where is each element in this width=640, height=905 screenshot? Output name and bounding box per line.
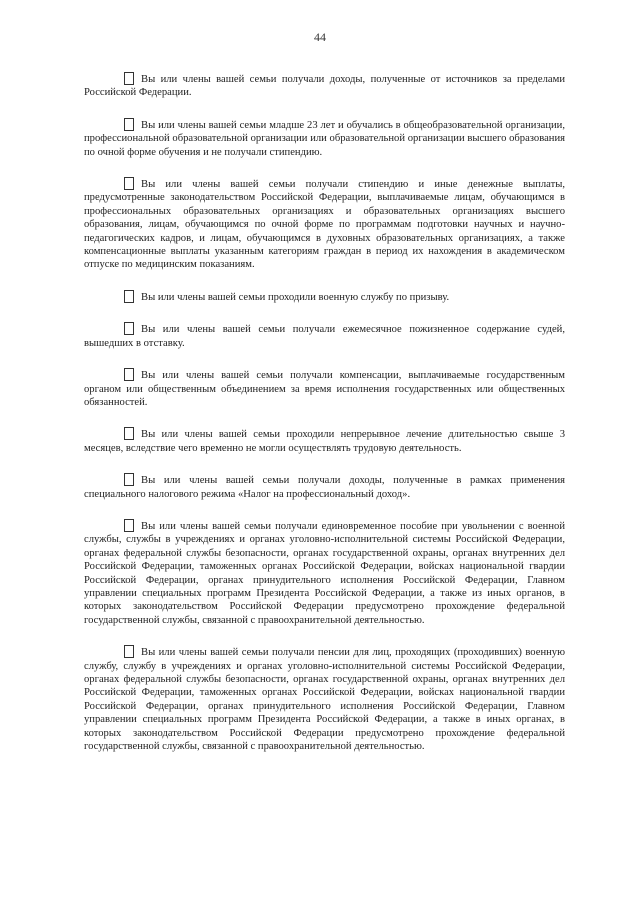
question-foreign-income bbox=[84, 72, 565, 100]
question-self-employed-income bbox=[84, 473, 565, 501]
checkbox[interactable] bbox=[124, 519, 134, 532]
question-judge-allowance bbox=[84, 322, 565, 350]
question-text: Вы или члены вашей семьи проходили военную службу по призыву. bbox=[141, 291, 450, 303]
checkbox[interactable] bbox=[124, 322, 134, 335]
question-text: Вы или члены вашей семьи получали доходы, полученные в рамках применения специального налогового режима «Налог на профессиональный доход». bbox=[84, 475, 565, 500]
checkbox[interactable] bbox=[124, 72, 134, 85]
question-text: Вы или члены вашей семьи получали пенсии для лиц, проходящих (проходивших) военную службу, службу в учреждениях и органах уголовно-исполнительной системы Российской Федерации, органах федеральной службы безопасности, органах государственной охраны, органах внутренних дел Российской Федерации, таможенных органах Российской Федерации, войсках национальной гвардии Российской Федерации, органах принудительного исполнения Российской Федерации, Главном управлении специальных программ Президента Российской Федерации, а также в иных органах, в которых законодательством Российской Федерации предусмотрено прохождение федеральной государственной службы, связанной с правоохранительной деятельностью. bbox=[84, 647, 565, 753]
question-text: Вы или члены вашей семьи младше 23 лет и обучались в общеобразовательной организации, профессиональной образовательной организации или образовательной организации высшего образования по очной форме обучения и не получали стипендию. bbox=[84, 119, 565, 158]
question-text: Вы или члены вашей семьи получали стипендию и иные денежные выплаты, предусмотренные законодательством Российской Федерации, выплачиваемые лицам, обучающимся в профессиональных образовательных организациях и образовательных организациях высшего образования, лицам, обучающимся по очной форме по программам подготовки научных и научно-педагогических кадров, и лицам, обучающимся в духовных образовательных организациях, а также компенсационные выплаты указанным категориям граждан в период их нахождения в академическом отпуске по медицинским показаниям. bbox=[84, 179, 565, 271]
checkbox[interactable] bbox=[124, 368, 134, 381]
question-service-pension bbox=[84, 645, 565, 753]
page-number: 44 bbox=[314, 30, 326, 44]
checkbox[interactable] bbox=[124, 290, 134, 303]
question-duty-compensation bbox=[84, 368, 565, 409]
question-text: Вы или члены вашей семьи получали компенсации, выплачиваемые государственным органом или общественным объединением за время исполнения государственных или общественных обязанностей. bbox=[84, 370, 565, 408]
question-military-conscription bbox=[84, 290, 565, 304]
checkbox[interactable] bbox=[124, 118, 134, 131]
question-text: Вы или члены вашей семьи получали единовременное пособие при увольнении с военной службы, службы в учреждениях и органах уголовно-исполнительной системы Российской Федерации, органах федеральной службы безопасности, органах государственной охраны, органах внутренних дел Российской Федерации, таможенных органах Российской Федерации, войсках национальной гвардии Российской Федерации, органах принудительного исполнения Российской Федерации, Главном управлении специальных программ Президента Российской Федерации, а также из иных органов, в которых законодательством Российской Федерации предусмотрено прохождение федеральной государственной службы, связанной с правоохранительной деятельностью. bbox=[84, 520, 565, 626]
question-long-treatment bbox=[84, 427, 565, 455]
questionnaire bbox=[84, 72, 565, 753]
question-text: Вы или члены вашей семьи проходили непрерывное лечение длительностью свыше 3 месяцев, вследствие чего временно не могли осуществлять трудовую деятельность. bbox=[84, 429, 565, 454]
question-dismissal-allowance bbox=[84, 519, 565, 627]
checkbox[interactable] bbox=[124, 473, 134, 486]
checkbox[interactable] bbox=[124, 427, 134, 440]
question-stipend bbox=[84, 177, 565, 272]
question-text: Вы или члены вашей семьи получали ежемесячное пожизненное содержание судей, вышедших в отставку. bbox=[84, 324, 565, 349]
question-text: Вы или члены вашей семьи получали доходы, полученные от источников за пределами Российской Федерации. bbox=[84, 74, 565, 99]
checkbox[interactable] bbox=[124, 645, 134, 658]
checkbox[interactable] bbox=[124, 177, 134, 190]
question-student-under-23 bbox=[84, 118, 565, 159]
